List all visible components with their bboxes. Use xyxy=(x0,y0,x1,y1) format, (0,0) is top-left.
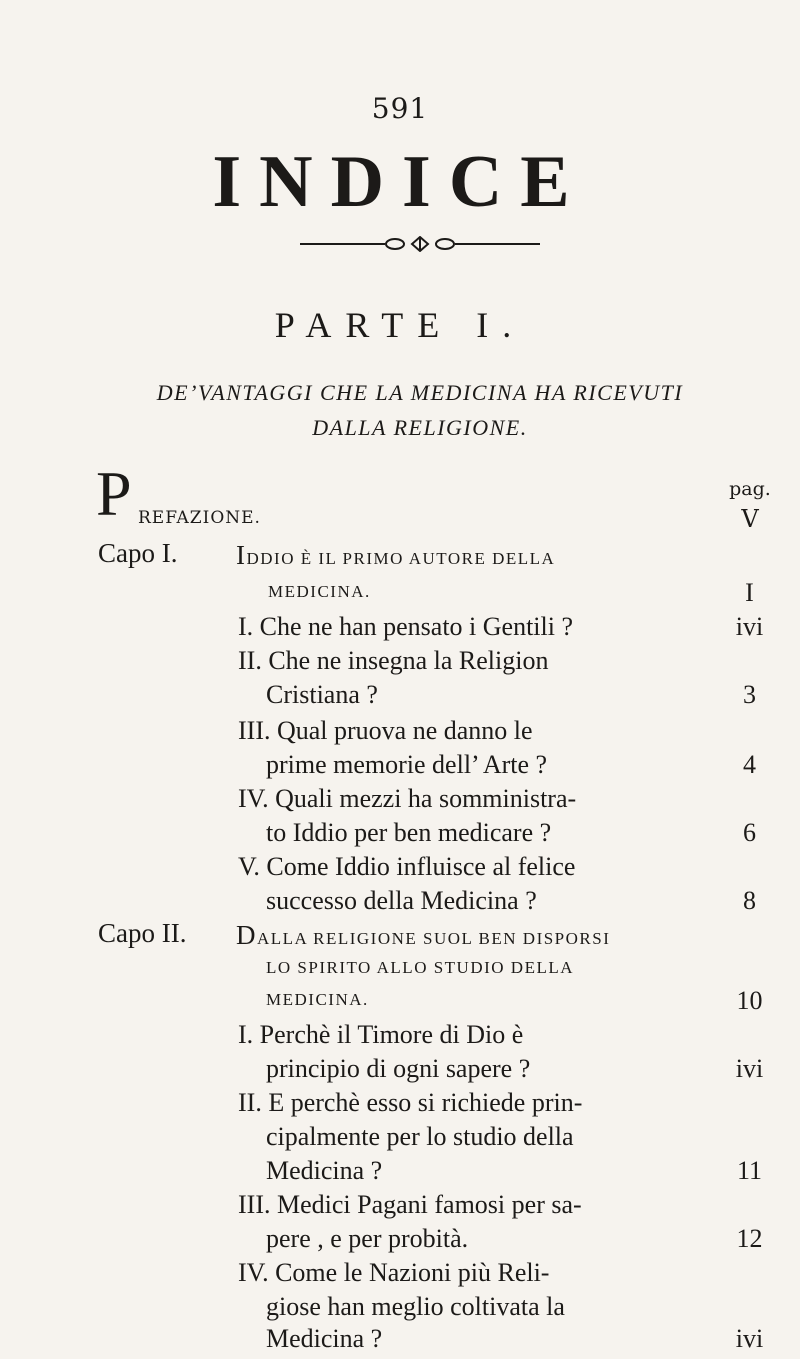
capo2-item4-line2: giose han meglio coltivata la xyxy=(266,1292,565,1321)
capo1-item2-page: 3 xyxy=(743,680,756,709)
capo1-heading-page: I xyxy=(745,578,754,607)
capo1-item1-line1: I. Che ne han pensato i Gentili ? xyxy=(238,612,574,641)
capo2-item2-line1: II. E perchè esso si richiede prin- xyxy=(238,1088,583,1117)
capo1-heading-line2: MEDICINA. xyxy=(268,582,371,601)
capo2-item4-line3: Medicina ? xyxy=(266,1324,383,1353)
capo2-item1-page: ivi xyxy=(735,1054,764,1083)
capo2-item3-line2: pere , e per probità. xyxy=(266,1224,469,1253)
capo1-item3-line2: prime memorie dell’ Arte ? xyxy=(266,750,548,779)
part-heading: PARTE I. xyxy=(274,305,526,345)
capo2-item1-line1: I. Perchè il Timore di Dio è xyxy=(238,1020,524,1049)
index-title: INDICE xyxy=(212,141,588,223)
capo1-item4-page: 6 xyxy=(743,818,756,847)
capo2-item3-page: 12 xyxy=(736,1224,763,1253)
pag-column-header: pag. xyxy=(729,478,771,500)
capo1-item3-page: 4 xyxy=(743,750,756,779)
capo1-item3-line1: III. Qual pruova ne danno le xyxy=(238,716,533,745)
capo1-item4-line2: to Iddio per ben medicare ? xyxy=(266,818,552,847)
prefazione-initial: P xyxy=(96,458,132,529)
capo1-item4-line1: IV. Quali mezzi ha somministra- xyxy=(238,784,577,813)
capo1-label: Capo I. xyxy=(98,538,178,568)
capo2-item2-line3: Medicina ? xyxy=(266,1156,383,1185)
part-subtitle-line1: DE’VANTAGGI CHE LA MEDICINA HA RICEVUTI xyxy=(156,380,684,405)
capo2-heading-line2: LO SPIRITO ALLO STUDIO DELLA xyxy=(266,958,575,977)
capo2-item4-line1: IV. Come le Nazioni più Reli- xyxy=(238,1258,550,1287)
ornament-divider-icon xyxy=(300,236,540,252)
capo1-item1-page: ivi xyxy=(735,612,764,641)
capo1-heading-line1: IDDIO È IL PRIMO AUTORE DELLA xyxy=(236,540,556,570)
prefazione-label: REFAZIONE. xyxy=(138,508,261,528)
capo2-item2-line2: cipalmente per lo studio della xyxy=(266,1122,574,1151)
capo1-item5-line1: V. Come Iddio influisce al felice xyxy=(238,852,576,881)
capo2-heading-page: 10 xyxy=(736,986,763,1015)
part-subtitle-line2: DALLA RELIGIONE. xyxy=(312,415,528,440)
capo2-item1-line2: principio di ogni sapere ? xyxy=(266,1054,531,1083)
page-number: 591 xyxy=(371,92,429,125)
capo2-label: Capo II. xyxy=(98,918,187,948)
capo2-item3-line1: III. Medici Pagani famosi per sa- xyxy=(238,1190,582,1219)
capo1-item2-line2: Cristiana ? xyxy=(266,680,378,709)
capo2-heading-line3: MEDICINA. xyxy=(266,990,369,1009)
capo2-item4-page: ivi xyxy=(735,1324,764,1353)
capo2-item2-page: 11 xyxy=(736,1156,763,1185)
prefazione-page: V xyxy=(741,505,759,533)
capo1-item5-page: 8 xyxy=(743,886,756,915)
capo1-item5-line2: successo della Medicina ? xyxy=(266,886,537,915)
capo1-item2-line1: II. Che ne insegna la Religion xyxy=(238,646,549,675)
capo2-heading-line1: DALLA RELIGIONE SUOL BEN DISPORSI xyxy=(236,920,611,950)
